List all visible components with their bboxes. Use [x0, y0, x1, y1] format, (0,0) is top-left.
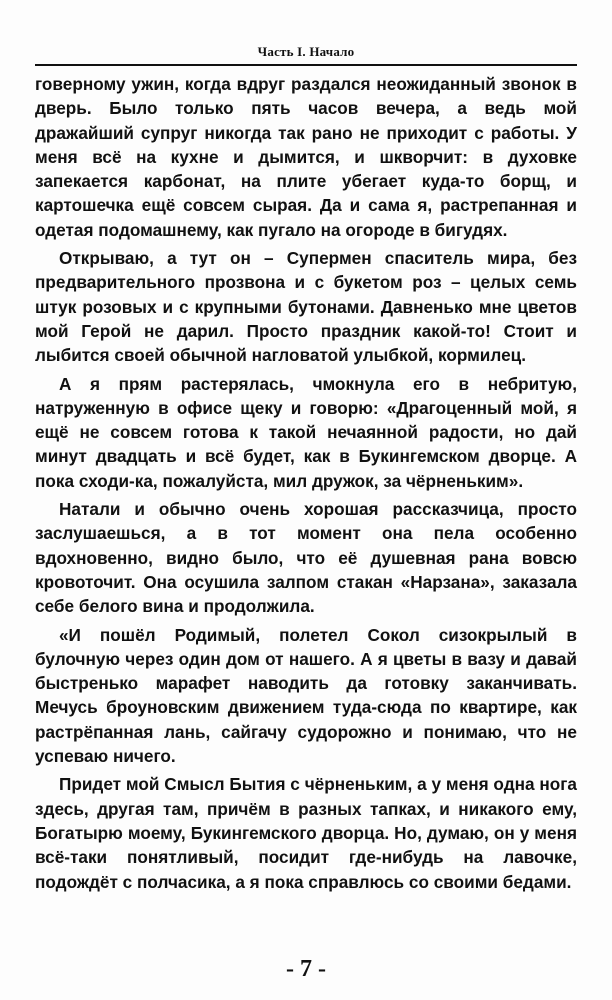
running-head: Часть I. Начало — [257, 44, 355, 59]
body-text — [35, 72, 577, 898]
paragraph: Натали и обычно очень хорошая рассказчица, просто заслушаешься, а в тот момент она пела особенно вдохновенно, видно было, что её душевная рана вовсю кровоточит. Она осушила залпом стакан «Нарзана», заказала себе белого вина и продолжила. — [35, 499, 577, 617]
header-rule — [35, 64, 577, 66]
paragraph: Открываю, а тут он – Супермен спаситель мира, без предварительного прозвона и с букетом роз – целых семь штук розовых и с крупными бутонами. Давненько мне цветов мой Герой не дарил. Просто праздник какой-то! Стоит и лыбится своей обычной нагловатой улыбкой, кормилец. — [35, 248, 577, 366]
paragraph: А я прям растерялась, чмокнула его в небритую, натруженную в офисе щеку и говорю: «Драгоценный мой, я ещё не совсем готова к такой нечаянной радости, но дай минут двадцать и всё будет, как в Букингемском дворце. А пока сходи-ка, пожалуйста, мил дружок, за чёрненьким». — [35, 373, 577, 491]
paragraph: говерному ужин, когда вдруг раздался неожиданный звонок в дверь. Было только пять часов вечера, а ведь мой дражайший супруг никогда так рано не приходит с работы. У меня всё на кухне и дымится, и шкворчит: в духовке запекается карбонат, на плите убегает куда-то борщ, и картошечка ещё совсем сырая. Да и сама я, растрепанная и одетая подомашнему, как пугало на огороде в бигудях. — [35, 74, 577, 240]
paragraph: Придет мой Смысл Бытия с чёрненьким, а у меня одна нога здесь, другая там, причём в разных тапках, и никакого ему, Богатырю моему, Букингемского дворца. Но, думаю, он у меня всё-таки понятливый, посидит где-нибудь на лавочке, подождёт с полчасика, а я пока справлюсь со своими бедами. — [35, 774, 577, 892]
paragraph: «И пошёл Родимый, полетел Сокол сизокрылый в булочную через один дом от нашего. А я цветы в вазу и давай быстренько марафет наводить да готовку заканчивать. Мечусь броуновским движением туда-сюда по квартире, как растрёпанная лань, сайгачу судорожно и понимаю, что не успеваю ничего. — [35, 624, 577, 767]
page-number: - 7 - — [286, 956, 326, 982]
